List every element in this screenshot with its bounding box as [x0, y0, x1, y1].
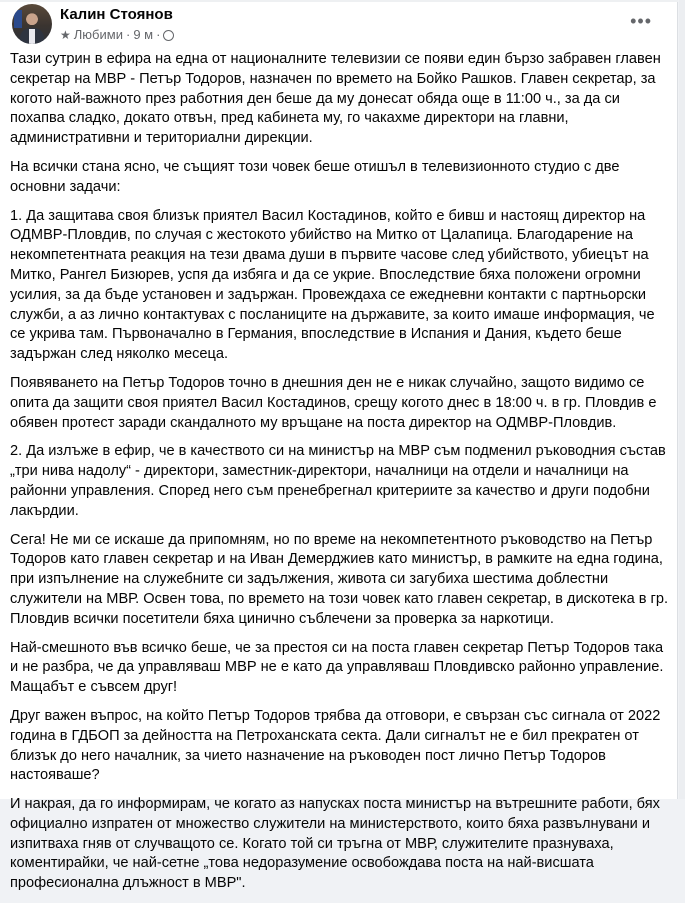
post-meta — [60, 27, 174, 42]
scrollbar[interactable] — [679, 0, 685, 799]
post-paragraph: 2. Да излъже в ефир, че в качеството си на министър на МВР съм подменил ръководния състав „три нива надолу“ - директори, заместник-директори, началници на отдели и началници на районни управления. Според него съм пренебрегнал критериите за качество и други подобни лакърдии. — [10, 443, 666, 519]
meta-separator: · — [125, 27, 131, 42]
post-paragraph: Появяването на Петър Тодоров точно в днешния ден не е никак случайно, защото видимо се опита да защити своя приятел Васил Костадинов, срещу когото днес в 18:00 ч. в гр. Пловдив е обявен протест заради скандалното му връщане на поста директор на ОДМВР-Пловдив. — [10, 374, 657, 431]
more-options-icon[interactable]: ••• — [630, 11, 652, 31]
post-paragraph: Друг важен въпрос, на който Петър Тодоров трябва да отговори, е свързан със сигнала от 2022 година в ГДБОП за дейността на Петроханската секта. Дали сигналът не е бил прекратен от близък до него началник, за чието назначение на ръководен пост лично Петър Тодоров настояваше? — [10, 707, 661, 784]
top-divider — [0, 0, 678, 2]
audience-label[interactable]: Любими — [73, 27, 123, 42]
flag-shape — [14, 10, 22, 28]
post-paragraph: На всички стана ясно, че същият този човек беше отишъл в телевизионното студио с две основни задачи: — [10, 158, 620, 195]
post-paragraph: Най-смешното във всичко беше, че за престоя си на поста главен секретар Петър Тодоров така и не разбра, че да управляваш МВР не е като да управляваш Пловдивско районно управление. Мащабът е съвсем друг! — [10, 639, 664, 696]
shirt-shape — [29, 29, 35, 44]
post-paragraph: Сега! Не ми се искаше да припомням, но по време на некомпетентното ръководство на Петър Тодоров като главен секретар и на Иван Демерджиев като министър, в рамките на една година, при изпълнение на служебните си задължения, живота си загубиха шестима доблестни служители на МВР. Освен това, по времето на този човек като главен секретар, в дискотека в гр. Пловдив всички посетители бяха цинично съблечени за проверка за наркотици. — [10, 531, 669, 627]
post-body — [10, 50, 670, 903]
post-paragraph: 1. Да защитава своя близък приятел Васил Костадинов, който е бивш и настоящ директор на ОДМВР-Пловдив, по случая с жестокото убийство на Митко от Цалапица. Благодарение на некомпетентната реакция на тези двама души в първите часове след убийството, убиецът на Митко, Рангел Бизюрев, успя да избяга и да се укрие. Впоследствие бяха положени огромни усилия, за да бъде установен и задържан. Провеждаха се ежедневни контакти с партньорски служби, а аз лично контактувах с посланиците на държавите, за които имаше информация, че се укрива там. Първоначално в Германия, впоследствие в Испания и Дания, където беше задържан след няколко месеца. — [10, 207, 655, 363]
author-avatar[interactable] — [12, 4, 52, 44]
globe-icon[interactable] — [163, 30, 174, 41]
post-paragraph: Тази сутрин в ефира на една от националните телевизии се появи един бързо забравен главен секретар на МВР - Петър Тодоров, назначен по времето на Бойко Рашков. Главен секретар, за когото най-важното през работния ден беше да му донесат обяда още в 11:00 ч., за да си похапва сладко, докато отвън, пред кабинета му, го чакахме директори на главни, административни и териториални дирекции. — [10, 51, 661, 147]
post-paragraph: И накрая, да го информирам, че когато аз напусках поста министър на вътрешните работи, бях официално изпратен от множество служители на министерството, които бяха развълнувани и изпитваха гняв от случващото се. Когато той си тръгна от МВР, служителите празнуваха, коментирайки, че най-сетне „това недоразумение освобождава поста на най-висшата професионална длъжност в МВР". — [10, 796, 660, 892]
post-header — [10, 4, 670, 48]
post-time[interactable]: 9 м — [133, 27, 154, 42]
author-name[interactable]: Калин Стоянов — [60, 6, 173, 23]
meta-separator: · — [156, 27, 161, 42]
star-icon: ★ — [60, 27, 71, 42]
